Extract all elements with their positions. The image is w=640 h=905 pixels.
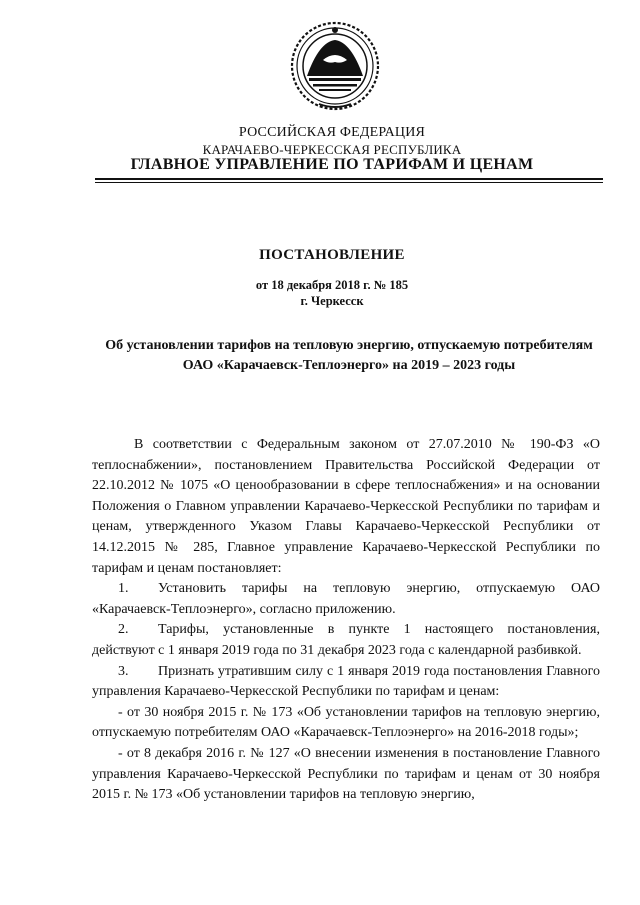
list-item (92, 662, 600, 703)
repealed-act-item: - от 8 декабря 2016 г. № 127 «О внесении изменения в постановление Главного управления Карачаево-Черкесской Республики по тарифам и ценам от 30 ноября 2015 г. № 173 «Об установлении тарифов на тепловую энергию, (92, 745, 600, 803)
item-number: 1. (118, 581, 129, 597)
document-city: г. Черкесск (300, 294, 364, 308)
agency-name: ГЛАВНОЕ УПРАВЛЕНИЕ ПО ТАРИФАМ И ЦЕНАМ (130, 156, 534, 173)
document-date-number: от 18 декабря 2018 г. № 185 (255, 278, 409, 292)
header-divider-thin (95, 182, 603, 183)
coat-of-arms-icon (289, 20, 381, 112)
document-subject: Об установлении тарифов на тепловую энергию, отпускаемую потребителям ОАО «Карачаевск-Теплоэнерго» на 2019 – 2023 годы (105, 338, 593, 373)
item-number: 3. (118, 663, 129, 679)
repealed-act-item: - от 30 ноября 2015 г. № 173 «Об установлении тарифов на тепловую энергию, отпускаемую потребителям ОАО «Карачаевск-Теплоэнерго» на 2016-2018 годы»; (92, 704, 600, 741)
list-item (92, 579, 600, 620)
item-text: Установить тарифы на тепловую энергию, отпускаемую ОАО «Карачаевск-Теплоэнерго», согласно приложению. (92, 581, 600, 617)
country-name: РОССИЙСКАЯ ФЕДЕРАЦИЯ (238, 125, 426, 140)
item-number: 2. (118, 622, 129, 638)
document-body (92, 435, 600, 806)
item-text: Тарифы, установленные в пункте 1 настоящего постановления, действуют с 1 января 2019 года по 31 декабря 2023 года с календарной разбивкой. (92, 622, 600, 658)
list-item (92, 620, 600, 661)
item-text: Признать утратившим силу с 1 января 2019 года постановления Главного управления Карачаево-Черкесской Республики по тарифам и ценам: (92, 663, 600, 700)
document-title: ПОСТАНОВЛЕНИЕ (259, 247, 405, 263)
preamble-paragraph: В соответствии с Федеральным законом от 27.07.2010 № 190-ФЗ «О теплоснабжении», постановлением Правительства Российской Федерации от 22.10.2012 № 1075 «О ценообразовании в сфере теплоснабжения» и на основании Положения о Главном управлении Карачаево-Черкесской Республики по тарифам и ценам, утвержденного Указом Главы Карачаево-Черкесской Республики от 14.12.2015 № 285, Главное управление Карачаево-Черкесской Республики по тарифам и ценам постановляет: (92, 437, 600, 576)
republic-name: КАРАЧАЕВО-ЧЕРКЕССКАЯ РЕСПУБЛИКА (202, 142, 462, 157)
header-divider (95, 178, 603, 180)
